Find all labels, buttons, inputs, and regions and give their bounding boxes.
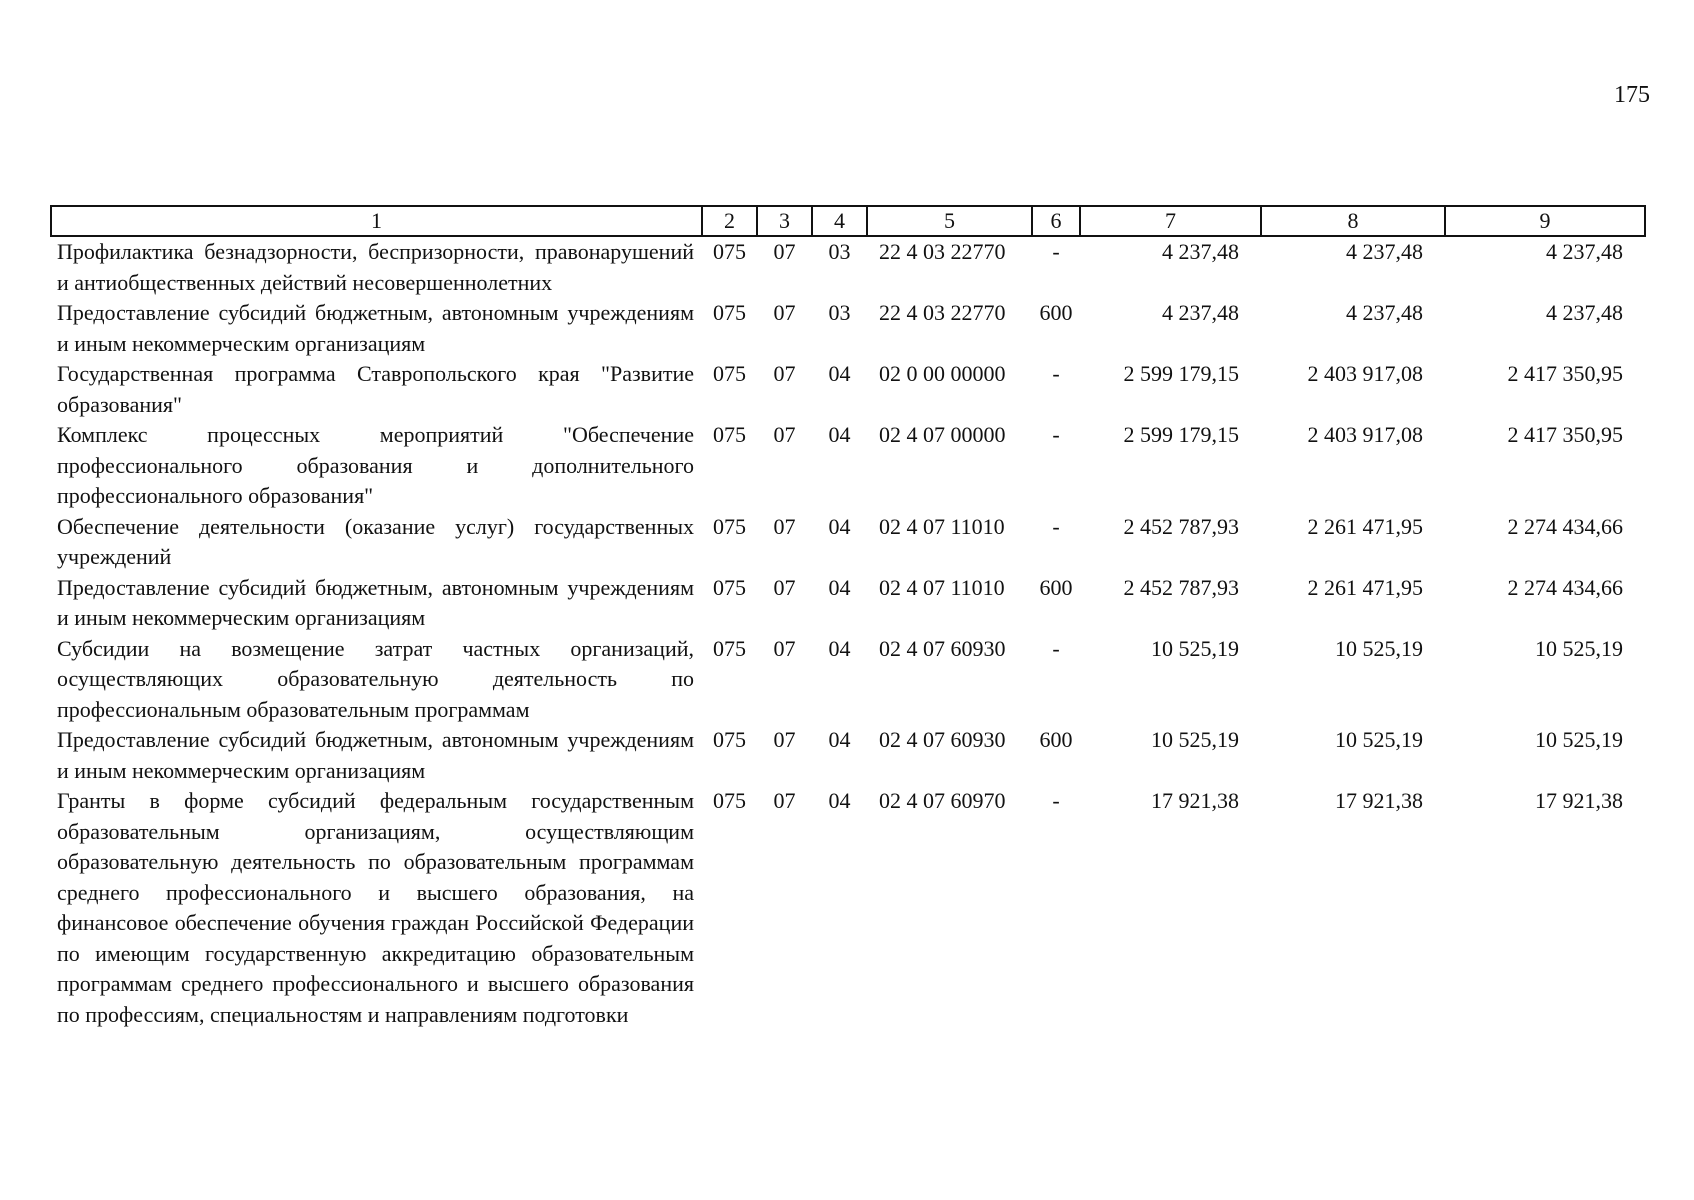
row-amount-col7: 2 452 787,93 (1123, 513, 1239, 539)
row-target-code: 02 4 07 60930 (879, 727, 1006, 752)
row-amount-col9: 2 274 434,66 (1507, 513, 1623, 539)
row-subsection: 04 (828, 727, 851, 752)
row-code: 075 (713, 361, 746, 386)
row-code: 075 (713, 788, 746, 813)
row-section: 07 (773, 574, 796, 600)
row-code: 075 (713, 422, 746, 447)
row-amount-col8: 10 525,19 (1335, 635, 1423, 661)
page-number: 175 (1614, 82, 1650, 108)
table-row (51, 725, 1645, 786)
row-target-code: 02 4 07 60930 (879, 635, 1006, 661)
row-subsection: 04 (828, 574, 851, 600)
row-section: 07 (773, 788, 796, 813)
row-description: Предоставление субсидий бюджетным, автономным учреждениям и иным некоммерческим организациям (57, 727, 694, 783)
row-amount-col9: 2 274 434,66 (1507, 574, 1623, 600)
row-amount-col9: 2 417 350,95 (1507, 361, 1623, 386)
header-col-6: 6 (1032, 206, 1080, 236)
row-description: Субсидии на возмещение затрат частных организаций, осуществляющих образовательную деятельность по профессиональным образовательным программам (57, 635, 694, 722)
header-col-3: 3 (757, 206, 812, 236)
row-expense-type: - (1052, 788, 1060, 813)
row-amount-col7: 2 599 179,15 (1123, 361, 1239, 386)
row-amount-col7: 10 525,19 (1151, 727, 1239, 752)
table-row (51, 420, 1645, 512)
row-amount-col9: 10 525,19 (1535, 635, 1623, 661)
table-row (51, 786, 1645, 1030)
row-expense-type: 600 (1039, 300, 1073, 325)
row-amount-col8: 2 403 917,08 (1307, 422, 1423, 447)
table-row (51, 634, 1645, 726)
row-section: 07 (773, 635, 796, 661)
row-amount-col9: 17 921,38 (1535, 788, 1623, 813)
row-description: Государственная программа Ставропольского края "Развитие образования" (57, 361, 694, 417)
row-subsection: 04 (828, 635, 851, 661)
row-target-code: 02 4 07 11010 (879, 513, 1005, 539)
row-amount-col9: 4 237,48 (1546, 300, 1623, 325)
row-target-code: 22 4 03 22770 (879, 239, 1006, 264)
budget-table (50, 205, 1646, 1030)
header-col-5: 5 (867, 206, 1032, 236)
row-amount-col7: 10 525,19 (1151, 635, 1239, 661)
row-amount-col7: 17 921,38 (1151, 788, 1239, 813)
header-col-1: 1 (51, 206, 702, 236)
table-row (51, 298, 1645, 359)
row-target-code: 02 0 00 00000 (879, 361, 1006, 386)
row-section: 07 (773, 727, 796, 752)
row-expense-type: - (1052, 635, 1060, 661)
row-subsection: 03 (828, 239, 851, 264)
row-subsection: 04 (828, 513, 851, 539)
row-amount-col8: 4 237,48 (1346, 300, 1423, 325)
row-code: 075 (713, 574, 746, 600)
row-amount-col7: 2 599 179,15 (1123, 422, 1239, 447)
row-target-code: 02 4 07 00000 (879, 422, 1006, 447)
row-description: Предоставление субсидий бюджетным, автономным учреждениям и иным некоммерческим организациям (57, 300, 694, 356)
header-row (51, 206, 1645, 236)
header-col-9: 9 (1445, 206, 1645, 236)
row-code: 075 (713, 727, 746, 752)
header-col-4: 4 (812, 206, 867, 236)
row-amount-col8: 2 261 471,95 (1307, 513, 1423, 539)
row-expense-type: 600 (1039, 727, 1073, 752)
row-code: 075 (713, 300, 746, 325)
header-col-7: 7 (1080, 206, 1261, 236)
row-expense-type: - (1052, 361, 1060, 386)
row-target-code: 22 4 03 22770 (879, 300, 1006, 325)
row-section: 07 (773, 239, 796, 264)
row-amount-col8: 2 261 471,95 (1307, 574, 1423, 600)
row-target-code: 02 4 07 11010 (879, 574, 1005, 600)
row-description: Профилактика безнадзорности, беспризорности, правонарушений и антиобщественных действий несовершеннолетних (57, 239, 694, 295)
row-code: 075 (713, 635, 746, 661)
table-row (51, 359, 1645, 420)
row-subsection: 04 (828, 422, 851, 447)
row-description: Комплекс процессных мероприятий "Обеспечение профессионального образования и дополнительного профессионального образования" (57, 422, 694, 508)
row-expense-type: - (1052, 239, 1060, 264)
row-subsection: 04 (828, 361, 851, 386)
row-amount-col7: 4 237,48 (1162, 300, 1239, 325)
row-amount-col9: 2 417 350,95 (1507, 422, 1623, 447)
header-col-8: 8 (1261, 206, 1445, 236)
row-amount-col9: 10 525,19 (1535, 727, 1623, 752)
header-col-2: 2 (702, 206, 757, 236)
row-amount-col8: 10 525,19 (1335, 727, 1423, 752)
row-target-code: 02 4 07 60970 (879, 788, 1006, 813)
row-expense-type: - (1052, 513, 1060, 539)
row-amount-col8: 4 237,48 (1346, 239, 1423, 264)
row-description: Обеспечение деятельности (оказание услуг) государственных учреждений (57, 513, 694, 569)
row-section: 07 (773, 300, 796, 325)
table-row (51, 512, 1645, 573)
row-description: Предоставление субсидий бюджетным, автономным учреждениям и иным некоммерческим организациям (57, 574, 694, 630)
row-amount-col7: 4 237,48 (1162, 239, 1239, 264)
table-row (51, 236, 1645, 298)
row-subsection: 03 (828, 300, 851, 325)
row-section: 07 (773, 361, 796, 386)
row-code: 075 (713, 239, 746, 264)
row-amount-col8: 2 403 917,08 (1307, 361, 1423, 386)
row-section: 07 (773, 513, 796, 539)
row-description: Гранты в форме субсидий федеральным государственным образовательным организациям, осуществляющим образовательную деятельность по образовательным программам среднего профессионального и высшего образования, на финансовое обеспечение обучения граждан Российской Федерации по имеющим государственную аккредитацию образовательным программам среднего профессионального и высшего образования по профессиям, специальностям и направлениям подготовки (57, 788, 694, 1027)
row-amount-col9: 4 237,48 (1546, 239, 1623, 264)
row-expense-type: 600 (1039, 574, 1073, 600)
row-amount-col7: 2 452 787,93 (1123, 574, 1239, 600)
row-section: 07 (773, 422, 796, 447)
row-amount-col8: 17 921,38 (1335, 788, 1423, 813)
row-code: 075 (713, 513, 746, 539)
row-expense-type: - (1052, 422, 1060, 447)
row-subsection: 04 (828, 788, 851, 813)
table-row (51, 573, 1645, 634)
